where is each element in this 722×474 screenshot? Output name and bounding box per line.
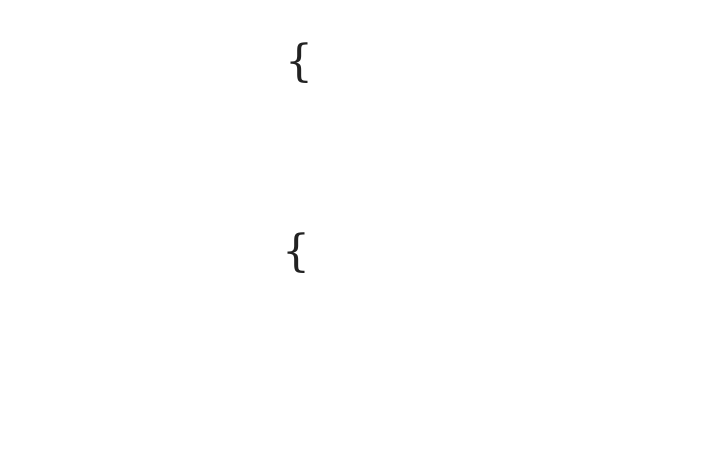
equation-system-2 bbox=[282, 228, 452, 280]
left-brace-icon: { bbox=[285, 36, 313, 87]
problem-heading bbox=[8, 4, 14, 28]
equation-system-1 bbox=[285, 38, 445, 90]
left-brace-icon: { bbox=[282, 226, 310, 277]
